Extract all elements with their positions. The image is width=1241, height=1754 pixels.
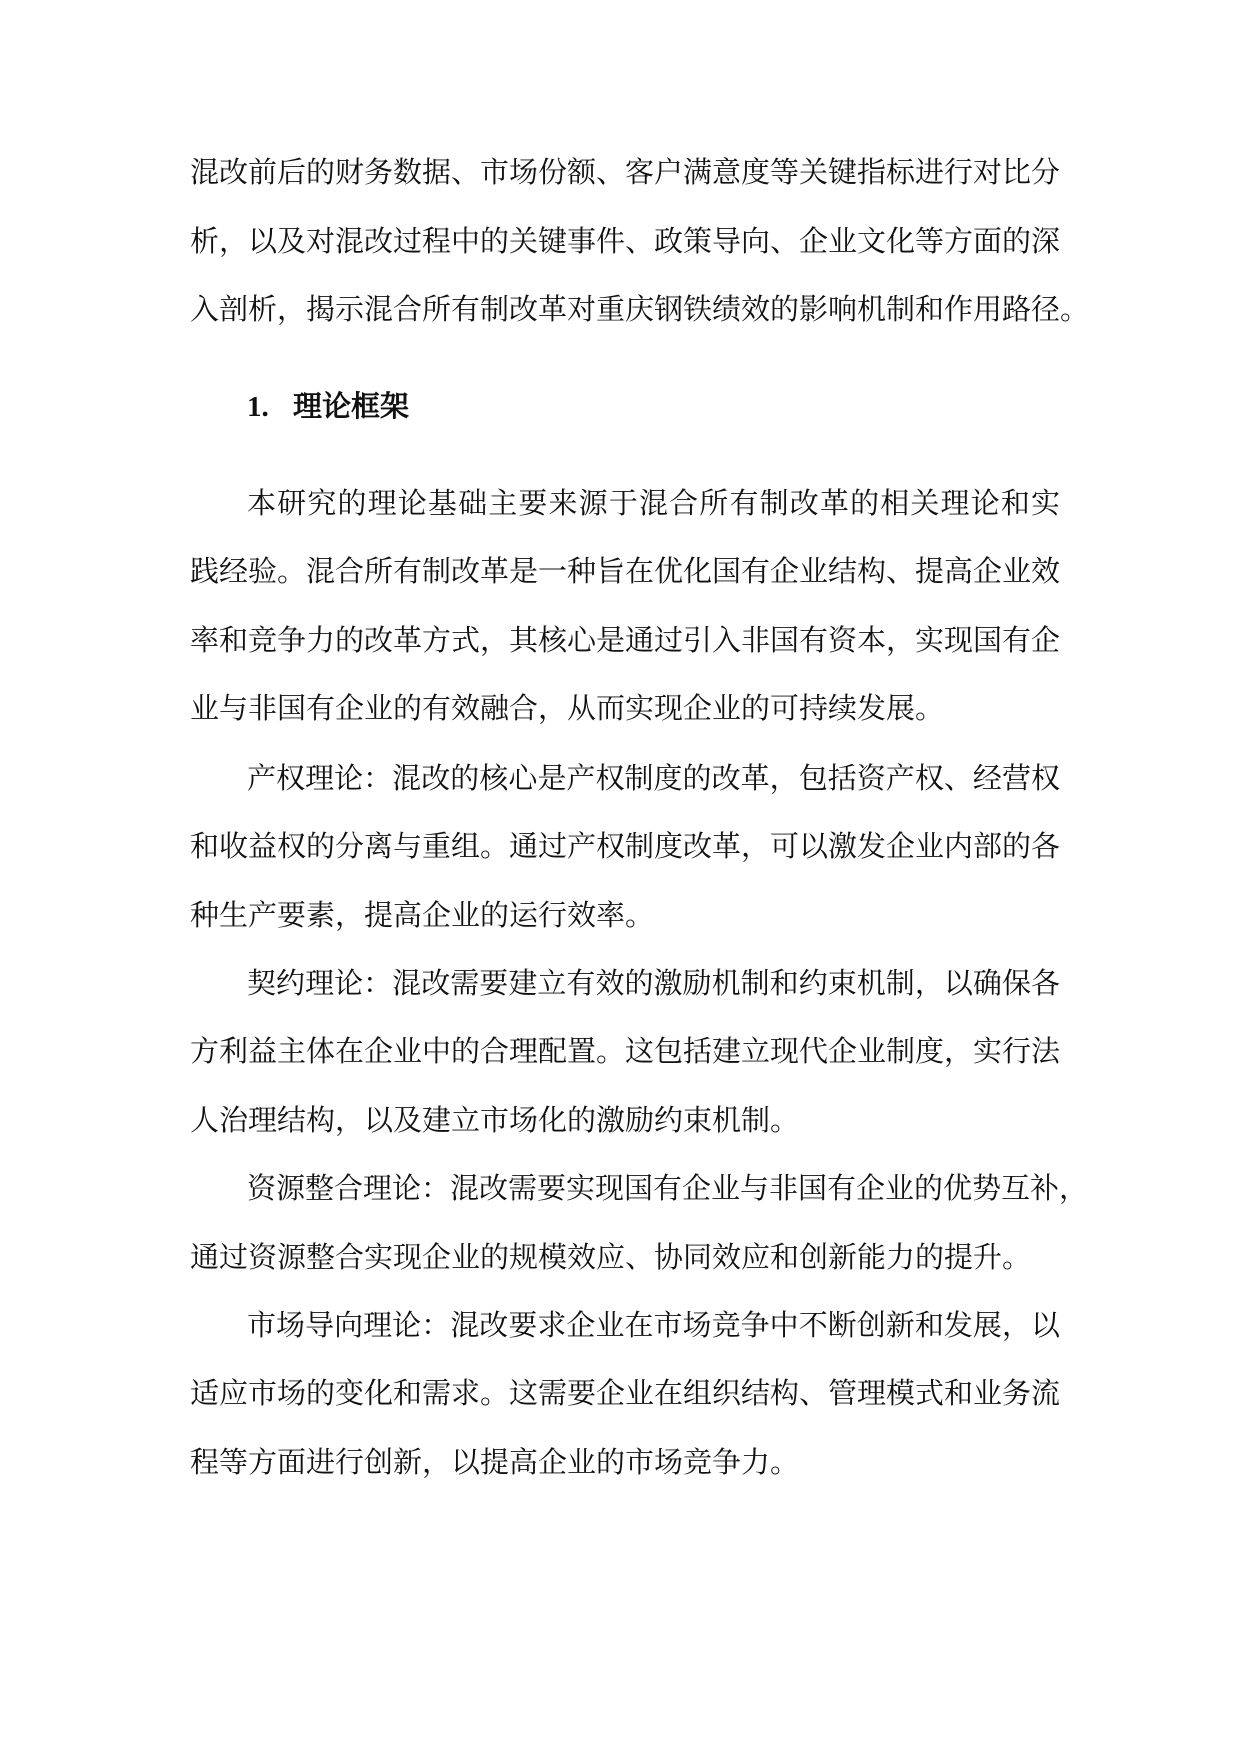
paragraph-2-line-3: 种生产要素，提高企业的运行效率。 [190, 898, 655, 932]
paragraph-5-line-3: 程等方面进行创新，以提高企业的市场竞争力。 [190, 1445, 800, 1479]
paragraph-4-line-2: 通过资源整合实现企业的规模效应、协同效应和创新能力的提升。 [190, 1240, 1032, 1274]
paragraph-5-line-1: 市场导向理论：混改要求企业在市场竞争中不断创新和发展，以 [247, 1308, 1060, 1342]
intro-line-3: 入剖析，揭示混合所有制改革对重庆钢铁绩效的影响机制和作用路径。 [190, 292, 1090, 326]
intro-line-2: 析，以及对混改过程中的关键事件、政策导向、企业文化等方面的深 [190, 224, 1061, 258]
paragraph-2-line-1: 产权理论：混改的核心是产权制度的改革，包括资产权、经营权 [247, 761, 1060, 795]
section-number: 1. [247, 391, 269, 423]
paragraph-1-line-1: 本研究的理论基础主要来源于混合所有制改革的相关理论和实 [247, 486, 1060, 520]
paragraph-3-line-1: 契约理论：混改需要建立有效的激励机制和约束机制，以确保各 [247, 966, 1060, 1000]
section-heading [247, 386, 409, 426]
paragraph-1-line-2: 践经验。混合所有制改革是一种旨在优化国有企业结构、提高企业效 [190, 554, 1061, 588]
paragraph-1-line-3: 率和竞争力的改革方式，其核心是通过引入非国有资本，实现国有企 [190, 623, 1061, 657]
paragraph-3-line-2: 方利益主体在企业中的合理配置。这包括建立现代企业制度，实行法 [190, 1034, 1061, 1068]
intro-line-1: 混改前后的财务数据、市场份额、客户满意度等关键指标进行对比分 [190, 155, 1061, 189]
paragraph-3-line-3: 人治理结构，以及建立市场化的激励约束机制。 [190, 1103, 800, 1137]
paragraph-5-line-2: 适应市场的变化和需求。这需要企业在组织结构、管理模式和业务流 [190, 1376, 1061, 1410]
section-title: 理论框架 [293, 389, 410, 423]
paragraph-1-line-4: 业与非国有企业的有效融合，从而实现企业的可持续发展。 [190, 691, 945, 725]
paragraph-4-line-1: 资源整合理论：混改需要实现国有企业与非国有企业的优势互补， [247, 1171, 1089, 1205]
paragraph-2-line-2: 和收益权的分离与重组。通过产权制度改革，可以激发企业内部的各 [190, 829, 1061, 863]
